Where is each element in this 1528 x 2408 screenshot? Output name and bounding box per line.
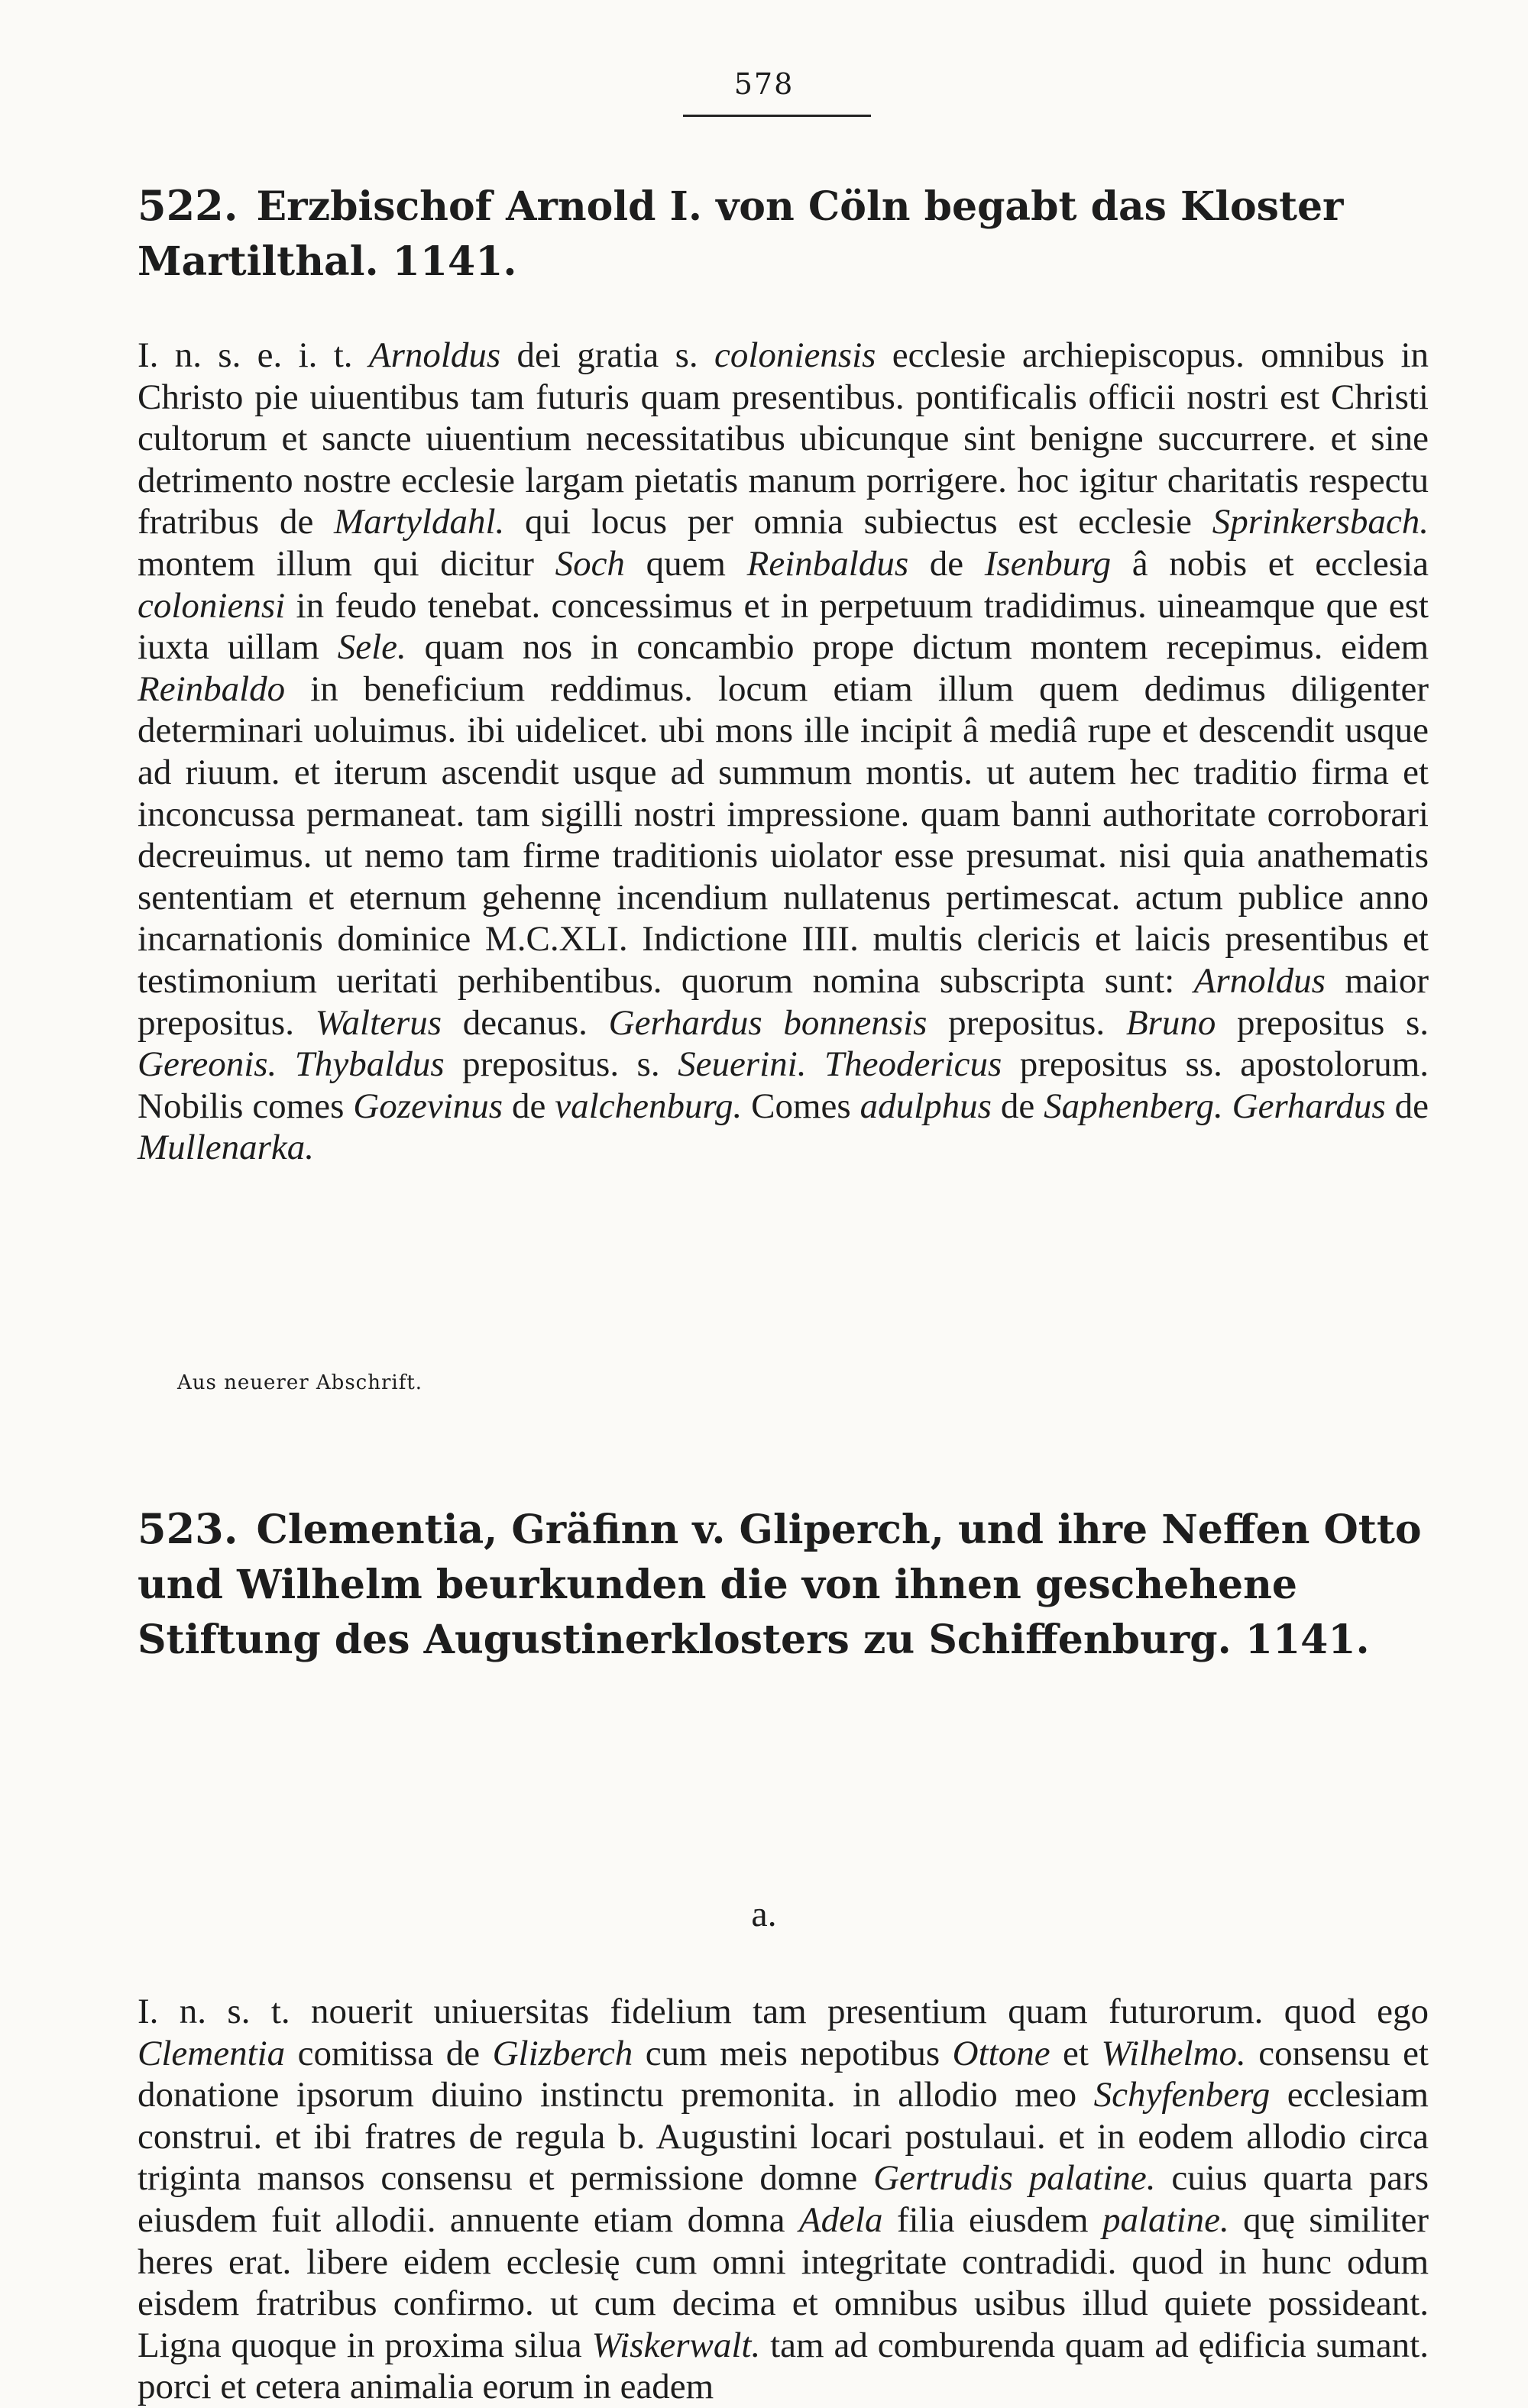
text-run: decanus. xyxy=(442,1002,609,1043)
text-run: filia eiusdem xyxy=(882,2199,1102,2240)
italic-name: Glizberch xyxy=(492,2033,633,2073)
text-run: prepositus ss. apostolorum. Nobilis comes xyxy=(138,1044,1429,1126)
header-rule xyxy=(683,115,871,117)
italic-name: coloniensi xyxy=(138,585,286,626)
italic-name: Schyfenberg xyxy=(1093,2075,1271,2115)
text-run: qui locus per omnia subiectus est ecclesie xyxy=(504,502,1212,542)
source-note: Aus neuerer Abschrift. xyxy=(177,1371,423,1394)
text-run: montem illum qui dicitur xyxy=(138,543,555,584)
italic-name: Ottone xyxy=(952,2033,1050,2073)
italic-name: Walterus xyxy=(315,1002,442,1043)
text-run: quam nos in concambio prope dictum montem recepimus. eidem xyxy=(406,627,1429,668)
text-run: comitissa de xyxy=(285,2033,493,2073)
italic-name: Wilhelmo. xyxy=(1101,2033,1246,2073)
text-run: ecclesie archiepiscopus. omnibus in Christo pie uiuentibus tam futuris quam presentibus. pontificalis officii nostri est Christi cultorum et sancte uiuentium necessitatibus ubicunque sint benigne succurrere. et sine detrimento nostre ecclesie largam pietatis manum porrigere. hoc igitur charitatis respectu fratribus de xyxy=(138,335,1429,542)
text-run xyxy=(806,1044,824,1084)
italic-name: Soch xyxy=(555,543,625,584)
text-run: de xyxy=(503,1086,555,1126)
italic-name: Wiskerwalt. xyxy=(591,2325,761,2365)
italic-name: adulphus xyxy=(860,1086,992,1126)
italic-name: Arnoldus xyxy=(368,335,501,375)
text-run: quę similiter heres erat. libere eidem ecclesię cum omni integritate contradidi. quod in hunc odum eisdem fratribus confirmo. ut cum decima et omnibus usibus illud quiete possideant. Ligna quoque in proxima silua xyxy=(138,2199,1429,2365)
text-run: de xyxy=(908,543,985,584)
italic-name: Saphenberg. xyxy=(1044,1086,1223,1126)
italic-name: palatine. xyxy=(1102,2199,1229,2240)
italic-name: Gerhardus xyxy=(1232,1086,1386,1126)
text-run: quem xyxy=(624,543,747,584)
italic-name: Thybaldus xyxy=(294,1044,445,1085)
italic-name: Sele. xyxy=(337,627,406,668)
entry-523-heading xyxy=(138,1501,1436,1668)
text-run: in feudo tenebat. concessimus et in perpetuum tradidimus. uineamque que est iuxta uillam xyxy=(138,585,1429,668)
text-run: prepositus. xyxy=(927,1002,1126,1043)
entry-number: 522. xyxy=(138,181,238,230)
text-run: dei gratia s. xyxy=(500,335,714,375)
text-run xyxy=(1223,1086,1232,1126)
italic-name: Bruno xyxy=(1125,1002,1216,1043)
italic-name: Gertrudis palatine. xyxy=(873,2158,1156,2199)
text-run: maior prepositus. xyxy=(138,960,1429,1043)
entry-title: Erzbischof Arnold I. von Cöln begabt das Kloster Martilthal. 1141. xyxy=(138,183,1344,285)
italic-name: Gereonis. xyxy=(138,1044,277,1085)
text-run: prepositus s. xyxy=(1216,1002,1429,1043)
page-number: 578 xyxy=(733,67,795,101)
text-run: cum meis nepotibus xyxy=(633,2033,953,2073)
italic-name: Clementia xyxy=(138,2033,286,2073)
text-run: prepositus. s. xyxy=(444,1044,678,1085)
text-run: ecclesiam construi. et ibi fratres de regula b. Augustini locari postulaui. et in eodem allodio circa triginta mansos consensu et permissione domne xyxy=(138,2075,1429,2199)
italic-name: Isenburg xyxy=(984,543,1112,584)
italic-name: valchenburg. xyxy=(555,1086,743,1126)
italic-name: Gerhardus bonnensis xyxy=(608,1002,927,1043)
text-run xyxy=(277,1044,294,1084)
text-run: â nobis et ecclesia xyxy=(1111,543,1429,584)
entry-number: 523. xyxy=(138,1504,238,1553)
italic-name: Adela xyxy=(798,2199,883,2240)
document-sublabel: a. xyxy=(751,1894,777,1934)
text-run: I. n. s. e. i. t. xyxy=(138,335,369,375)
entry-522-heading xyxy=(138,178,1436,290)
italic-name: Sprinkersbach. xyxy=(1212,502,1429,542)
italic-name: Martyldahl. xyxy=(334,502,505,542)
italic-name: Gozevinus xyxy=(353,1086,503,1126)
text-run: tam ad comburenda quam ad ędificia sumant. porci et cetera animalia eorum in eadem xyxy=(138,2325,1429,2407)
italic-name: Seuerini. xyxy=(678,1044,807,1085)
italic-name: Theodericus xyxy=(824,1044,1002,1085)
text-run: de xyxy=(1385,1086,1429,1126)
text-run: et xyxy=(1050,2033,1102,2073)
text-run: de xyxy=(991,1086,1044,1126)
italic-name: coloniensis xyxy=(714,335,876,375)
text-run: Comes xyxy=(742,1086,860,1126)
text-run: in beneficium reddimus. locum etiam illum quem dedimus diligenter determinari uoluimus. ibi uidelicet. ubi mons ille incipit â mediâ rupe et descendit usque ad riuum. et iterum ascendit usque ad summum montis. ut autem hec traditio firma et inconcussa permaneat. tam sigilli nostri impressione. quam banni authoritate corroborari decreuimus. ut nemo tam firme traditionis uiolator esse presumat. nisi quia anathematis sententiam et eternum gehennę incendium nullatenus pertimescat. actum publice anno incarnationis dominice M.C.XLI. Indictione IIII. multis clericis et laicis presentibus et testimonium ueritati perhibentibus. quorum nomina subscripta sunt: xyxy=(138,668,1429,1001)
text-run: I. n. s. t. nouerit uniuersitas fidelium tam presentium quam futurorum. quod ego xyxy=(138,1992,1429,2031)
italic-name: Arnoldus xyxy=(1193,960,1326,1001)
italic-name: Reinbaldo xyxy=(138,668,286,709)
italic-name: Reinbaldus xyxy=(746,543,909,584)
entry-522-text xyxy=(138,335,1429,1169)
italic-name: Mullenarka. xyxy=(138,1128,315,1168)
text-run: cuius quarta pars eiusdem fuit allodii. annuente etiam domna xyxy=(138,2158,1429,2240)
entry-523-text xyxy=(138,1991,1429,2408)
text-run: consensu et donatione ipsorum diuino instinctu premonita. in allodio meo xyxy=(138,2033,1429,2115)
entry-title: Clementia, Gräfinn v. Gliperch, und ihre Neffen Otto und Wilhelm beurkunden die von ihnen geschehene Stiftung des Augustinerklosters zu Schiffenburg. 1141. xyxy=(138,1507,1422,1663)
